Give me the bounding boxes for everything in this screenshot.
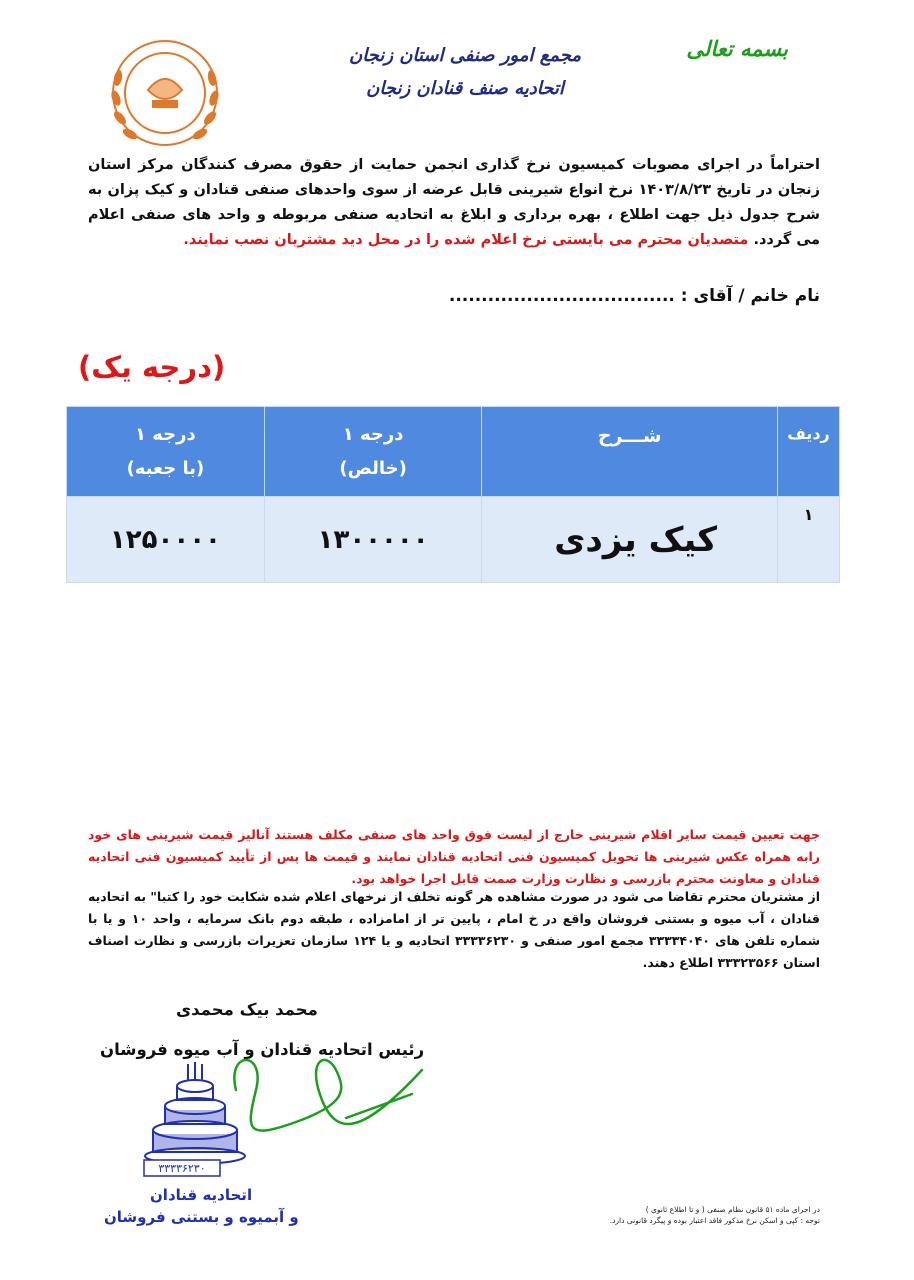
intro-paragraph [88, 153, 820, 253]
signer-name: محمد بیک محمدی [176, 1000, 318, 1019]
row-price-pure: ۱۳۰۰۰۰۰ [264, 497, 482, 583]
header-price-pure-line1: درجه ۱ [342, 423, 404, 445]
stamp-text-line1: اتحادیه قنادان [150, 1186, 253, 1204]
recipient-name-line: نام خانم / آقای : ................................... [448, 286, 820, 306]
table-header-row [67, 407, 840, 497]
grade-title: (درجه یک) [78, 350, 226, 384]
org-line-2: اتحادیه صنف قنادان زنجان [366, 78, 564, 99]
footnote-line1: در اجرای ماده ۵۱ قانون نظام صنفی ( و تا اطلاع ثانوی ) [645, 1205, 820, 1214]
header-price-pure-line2: (خالص) [339, 457, 407, 479]
intro-highlight: متصدیان محترم می بایستی نرخ اعلام شده را در محل دید مشتریان نصب نمایند. [183, 232, 749, 248]
header-index: ردیف [778, 407, 840, 497]
stamp-number: ۳۳۳۳۶۲۳۰ [158, 1162, 206, 1175]
legal-footnote [520, 1204, 820, 1226]
header-price-box [67, 407, 265, 497]
row-index: ۱ [778, 497, 840, 583]
header-price-box-line1: درجه ۱ [135, 423, 196, 445]
intro-text: احتراماً در اجرای مصوبات کمیسیون نرخ گذاری انجمن حمایت از حقوق مصرف کنندگان مرکز استان زنجان در تاریخ ۱۴۰۳/۸/۲۳ نرخ انواع شیرینی قابل عرضه از سوی واحدهای صنفی قنادان و کیک پزان به شرح جدول ذیل جهت اطلاع ، بهره برداری و ابلاغ به اتحادیه صنفی مربوطه و واحد های صنفی اعلام می گردد. [88, 157, 820, 248]
bismillah-heading: بسمه تعالی [686, 36, 788, 61]
complaint-note: از مشتریان محترم تقاضا می شود در صورت مشاهده هر گونه تخلف از نرخهای اعلام شده شکایت خود را کتبا" به اتحادیه قنادان ، آب میوه و بستنی فروشان واقع در خ امام ، پایین تر از امامزاده ، طبقه دوم بانک سرمایه ، واحد ۱۰ و یا با شماره تلفن های ۳۳۳۳۴۰۴۰ مجمع امور صنفی و ۳۳۳۳۶۲۳۰ اتحادیه و یا ۱۲۴ سازمان تعزیرات بازرسی و نظارت اصناف استان ۳۳۳۲۳۵۶۶ اطلاع دهند. [88, 889, 821, 970]
table-row [67, 497, 840, 583]
org-line-1: مجمع امور صنفی استان زنجان [348, 45, 581, 66]
header-description: شـــرح [482, 407, 778, 497]
cake-wreath-logo-icon [100, 28, 230, 158]
green-signature-icon [226, 1030, 432, 1140]
row-price-box: ۱۲۵۰۰۰۰ [67, 497, 265, 583]
row-description: کیک یزدی [482, 497, 778, 583]
pricing-note: جهت تعیین قیمت سایر اقلام شیرینی خارج از لیست فوق واحد های صنفی مکلف هستند آنالیز قیمت شیرینی های خود رابه همراه عکس شیرینی ها تحویل کمیسیون فنی اتحادیه قنادان نمایند و قیمت ها پس از تأیید کمیسیون فنی اتحادیه قنادان و معاونت محترم بازرسی و نظارت وزارت صمت قابل اجرا خواهد بود. [88, 827, 820, 886]
header-price-box-line2: (با جعبه) [126, 457, 205, 479]
organization-names [330, 42, 600, 108]
signer-title: رئیس اتحادیه قنادان و آب میوه فروشان [100, 1040, 425, 1059]
stamp-text-line2: و آبمیوه و بستنی فروشان [104, 1208, 299, 1226]
header-price-pure [264, 407, 482, 497]
footnote-line2: توجه : کپی و اسکن نرخ مذکور فاقد اعتبار بوده و پیگرد قانونی دارد. [609, 1216, 820, 1225]
price-table [66, 406, 840, 583]
